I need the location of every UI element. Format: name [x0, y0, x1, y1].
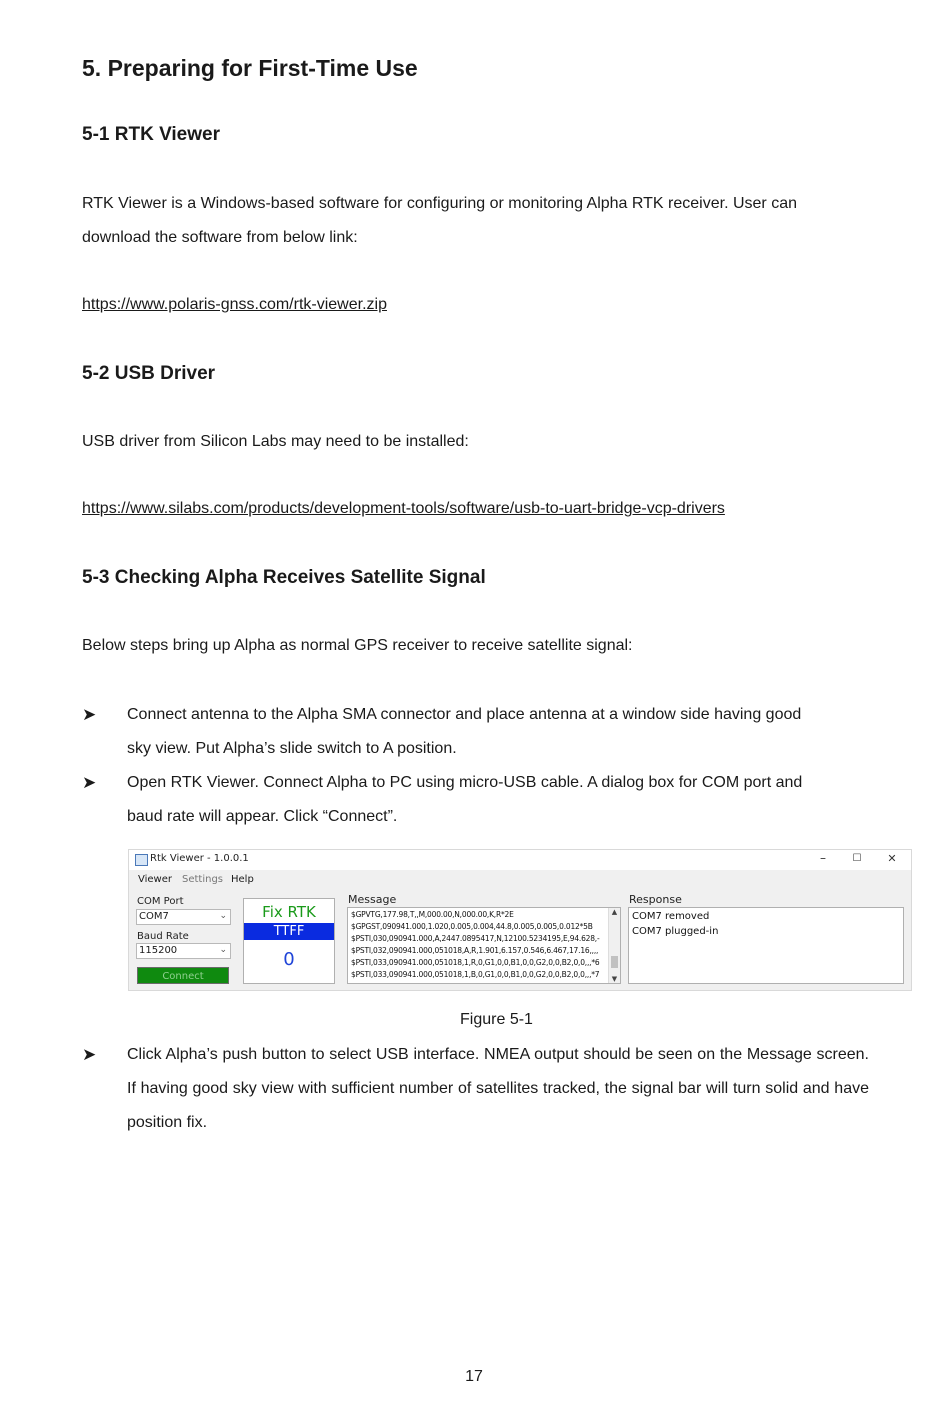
com-port-value: COM7: [139, 911, 169, 922]
scroll-up-icon[interactable]: ▲: [611, 908, 618, 916]
response-line: COM7 plugged-in: [632, 926, 719, 937]
page-number: 17: [465, 1368, 483, 1385]
bullet-1-line1: Connect antenna to the Alpha SMA connector and place antenna at a window side having good: [127, 706, 802, 723]
bullet-2-line2: baud rate will appear. Click “Connect”.: [127, 808, 398, 825]
section-title-satellite-signal: 5-3 Checking Alpha Receives Satellite Signal: [82, 567, 486, 588]
rtk-viewer-download-link[interactable]: https://www.polaris-gnss.com/rtk-viewer.zip: [82, 296, 387, 313]
baud-rate-label: Baud Rate: [137, 931, 189, 942]
menu-help[interactable]: Help: [231, 874, 254, 885]
menu-settings[interactable]: Settings: [182, 874, 224, 885]
baud-rate-select[interactable]: [136, 943, 231, 959]
window-title: Rtk Viewer - 1.0.0.1: [150, 853, 249, 864]
menu-viewer[interactable]: Viewer: [138, 874, 172, 885]
maximize-icon[interactable]: ☐: [852, 853, 862, 864]
app-icon: [135, 854, 148, 866]
fix-status-label: Fix RTK: [262, 903, 316, 921]
arrowhead-bullet-icon: ➤: [82, 1045, 97, 1064]
rtk-viewer-paragraph-line2: download the software from below link:: [82, 229, 358, 246]
rtk-viewer-paragraph-line1: RTK Viewer is a Windows-based software for configuring or monitoring Alpha RTK receiver. User can: [82, 195, 797, 212]
baud-rate-value: 115200: [139, 945, 178, 956]
section-title-rtk-viewer: 5-1 RTK Viewer: [82, 124, 220, 145]
usb-driver-paragraph: USB driver from Silicon Labs may need to be installed:: [82, 433, 469, 450]
message-list[interactable]: [347, 907, 621, 984]
response-label: Response: [629, 893, 682, 906]
ttff-label: TTFF: [244, 923, 334, 940]
arrowhead-bullet-icon: ➤: [82, 705, 97, 724]
close-icon[interactable]: ✕: [887, 852, 897, 865]
bullet-1-line2: sky view. Put Alpha’s slide switch to A position.: [127, 740, 457, 757]
usb-driver-download-link[interactable]: https://www.silabs.com/products/development-tools/software/usb-to-uart-bridge-vcp-drivers: [82, 500, 725, 517]
message-line: $PSTI,033,090941.000,051018,1,B,0,G1,0,0,B1,0,0,G2,0,0,B2,0,0,,,*7: [351, 970, 600, 979]
message-line: $GPVTG,177.98,T,,M,000.00,N,000.00,K,R*2E: [351, 910, 514, 919]
response-line: COM7 removed: [632, 911, 710, 922]
bullet-3-text: Click Alpha’s push button to select USB interface. NMEA output should be seen on the Message screen. If having good sky view with sufficient number of satellites tracked, the signal bar will turn solid and have position fix.: [127, 1046, 869, 1131]
message-line: $PSTI,033,090941.000,051018,1,R,0,G1,0,0,B1,0,0,G2,0,0,B2,0,0,,,*6: [351, 958, 600, 967]
scroll-down-icon[interactable]: ▼: [611, 975, 618, 983]
response-list[interactable]: [628, 907, 904, 984]
message-scrollbar[interactable]: [608, 908, 620, 983]
bullet-2-line1: Open RTK Viewer. Connect Alpha to PC using micro-USB cable. A dialog box for COM port and: [127, 774, 803, 791]
fix-status-panel: [243, 898, 335, 984]
connect-button[interactable]: Connect: [137, 967, 229, 984]
section-title-usb-driver: 5-2 USB Driver: [82, 363, 216, 384]
window-titlebar: [129, 850, 911, 870]
satellite-intro-paragraph: Below steps bring up Alpha as normal GPS receiver to receive satellite signal:: [82, 637, 633, 654]
com-port-select[interactable]: [136, 909, 231, 925]
arrowhead-bullet-icon: ➤: [82, 773, 97, 792]
message-label: Message: [348, 893, 397, 906]
com-port-label: COM Port: [137, 896, 184, 907]
message-line: $PSTI,030,090941.000,A,2447.0895417,N,12100.5234195,E,94.628,-: [351, 934, 600, 943]
scrollbar-thumb[interactable]: [611, 956, 618, 968]
message-line: $PSTI,032,090941.000,051018,A,R,1.901,6.157,0.546,6.467,17.16,,,,: [351, 946, 599, 955]
chevron-down-icon: ⌄: [219, 945, 227, 955]
ttff-value: 0: [283, 949, 295, 970]
chevron-down-icon: ⌄: [219, 911, 227, 921]
minimize-icon[interactable]: –: [820, 851, 826, 865]
message-line: $GPGST,090941.000,1.020,0.005,0.004,44.8,0.005,0.005,0.012*5B: [351, 922, 593, 931]
figure-caption: Figure 5-1: [460, 1011, 533, 1028]
chapter-heading: 5. Preparing for First-Time Use: [82, 55, 418, 81]
rtk-viewer-window-screenshot: [128, 849, 912, 991]
